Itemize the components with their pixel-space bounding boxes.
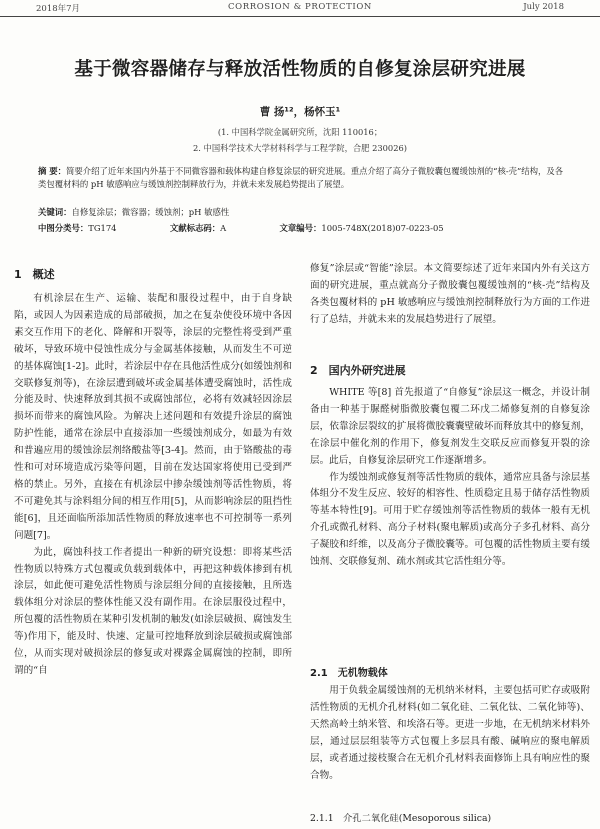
classification-line bbox=[38, 222, 566, 235]
header-journal: CORROSION & PROTECTION bbox=[228, 2, 372, 12]
abstract-text: 简要介绍了近年来国内外基于不同微容器和载体构建自修复涂层的研究进展。重点介绍了高分子微胶囊包覆缓蚀剂的“核-壳”结构，及各类包覆材料的 pH 敏感响应与缓蚀剂控制释放行为，并就未来发展趋势提出了展望。 bbox=[38, 166, 564, 190]
paragraph: 有机涂层在生产、运输、装配和服役过程中，由于自身缺陷，或因人为因素造成的局部破损，加之在复杂使役环境中各因素交互作用下的老化、降解和开裂等，涂层的完整性将受到严重破坏，导致环境中侵蚀性成分与金属基体接触，从而发生不可逆的基体腐蚀[1-2]。此时，若涂层中存在具他活性成分(如缓蚀剂和交联修复剂等)，在涂层遭到破坏或金属基体遭受腐蚀时，活性成分能及时、快速释放到其损不或腐蚀部位，必将有效减轻因涂层损坏而带来的腐蚀风险。为解决上述问题和有效提升涂层的腐蚀防护性能，通常在涂层中直接添加一些缓蚀剂成分，如最为有效和普遍应用的缓蚀涂层剂络酸盐等[3-4]。然而，由于铬酸盐的毒性和可对环境造成污染等问题，目前在发达国家将使用已受到严格的禁止。另外，直接在有机涂层中掺杂缓蚀剂等活性物质，将不可避免其与涂料组分间的相互作用[5]，从而影响涂层的阻挡性能[6]，且还面临所添加活性物质的释放速率也不可控制等一系列问题[7]。 bbox=[14, 293, 292, 541]
clc-label: 中图分类号： bbox=[38, 223, 89, 233]
article-no-value: 1005-748X(2018)07-0223-05 bbox=[321, 223, 444, 233]
paragraph: 为此，腐蚀科技工作者提出一种新的研究设想：即将某些活性物质以特殊方式包覆或负载到载体中，再把这种载体掺到有机涂层，如此便可避免活性物质与涂层组分间的直接接触，且所选载体组分对涂层的整体性能又没有副作用。在涂层服役过程中，所包覆的活性物质在某种引发机制的触发(如涂层破损、腐蚀发生等)作用下，能及时、快速、定量可控地释放到涂层破损或腐蚀部位，从而实现对破损涂层的修复或对裸露金属腐蚀的控制，即所谓的“自 bbox=[14, 546, 292, 676]
affiliation-2: 2. 中国科学技术大学材料科学与工程学院，合肥 230026) bbox=[192, 143, 408, 153]
paragraph: WHITE 等[8] 首先报道了“自修复”涂层这一概念，并设计制备由一种基于脲醛树脂微胶囊包覆二环戊二烯修复剂的自修复涂层，依靠涂层裂纹的扩展将微胶囊囊壁破坏而释放其中的修复剂，在涂层中催化剂的作用下，修复剂发生交联反应而修复开裂的涂层。此后，自修复涂层研究工作逐渐增多。 bbox=[310, 387, 590, 466]
section-heading-1: 1 概述 bbox=[14, 268, 55, 281]
doc-code-value: A bbox=[220, 223, 227, 233]
left-column-text bbox=[14, 291, 292, 827]
header-date: 2018年7月 bbox=[36, 4, 81, 14]
page-title: 基于微容器储存与释放活性物质的自修复涂层研究进展 bbox=[74, 59, 526, 80]
subsection-heading-2-1-1: 2.1.1 介孔二氧化硅(Mesoporous silica) bbox=[310, 813, 492, 824]
subsection-heading-2-1: 2.1 无机物载体 bbox=[310, 668, 388, 679]
keywords bbox=[38, 206, 566, 219]
clc-value: TG174 bbox=[88, 223, 117, 233]
right-column-text-bottom bbox=[310, 683, 590, 803]
abstract bbox=[38, 165, 566, 191]
header-month: July 2018 bbox=[523, 2, 564, 12]
keywords-label: 关键词： bbox=[38, 207, 72, 217]
running-header bbox=[0, 0, 600, 17]
paragraph: 修复”涂层或“智能”涂层。本文简要综述了近年来国内外有关这方面的研究进展，重点就高分子微胶囊包覆缓蚀剂的“核-壳”结构及各类包覆材料的 pH 敏感响应与缓蚀剂控制释放行为方面的工作进行了总结，并就未来的发展趋势进行了展望。 bbox=[310, 263, 590, 325]
affiliation-1: (1. 中国科学院金属研究所，沈阳 110016； bbox=[217, 127, 383, 137]
article-no-label: 文章编号： bbox=[279, 223, 322, 233]
right-column-text-mid bbox=[310, 385, 590, 660]
right-column-text-top bbox=[310, 261, 590, 353]
authors: 曹 扬¹²，杨怀玉¹ bbox=[259, 106, 341, 118]
abstract-label: 摘 要： bbox=[38, 166, 67, 176]
paragraph: 用于负载金属缓蚀剂的无机纳米材料，主要包括可贮存或吸附活性物质的无机介孔材料(如二氧化硅、二氧化钛、二氧化铈等)、天然高岭土纳米管、和埃洛石等。更进一步地，在无机纳米材料外层，通过层层组装等方式包覆上多层具有酸、碱响应的聚电解质层，或者通过接枝聚合在无机介孔材料表面修饰上具有响应性的聚合物。 bbox=[310, 685, 590, 781]
keywords-text: 自修复涂层；微容器；缓蚀剂；pH 敏感性 bbox=[71, 207, 230, 217]
section-heading-2: 2 国内外研究进展 bbox=[310, 364, 406, 377]
doc-code-label: 文献标志码： bbox=[169, 223, 221, 233]
paragraph: 作为缓蚀剂或修复剂等活性物质的载体，通常应具备与涂层基体组分不发生反应、较好的相容性、性质稳定且易于储存活性物质等基本特性[9]。可用于贮存缓蚀剂等活性物质的载体一般有无机介孔或微孔材料、高分子材料(聚电解质)或高分子多孔材料、高分子凝胶和纤维，以及高分子微胶囊等。可包覆的活性物质主要有缓蚀剂、交联修复剂、疏水剂或其它活性组分等。 bbox=[310, 471, 590, 568]
